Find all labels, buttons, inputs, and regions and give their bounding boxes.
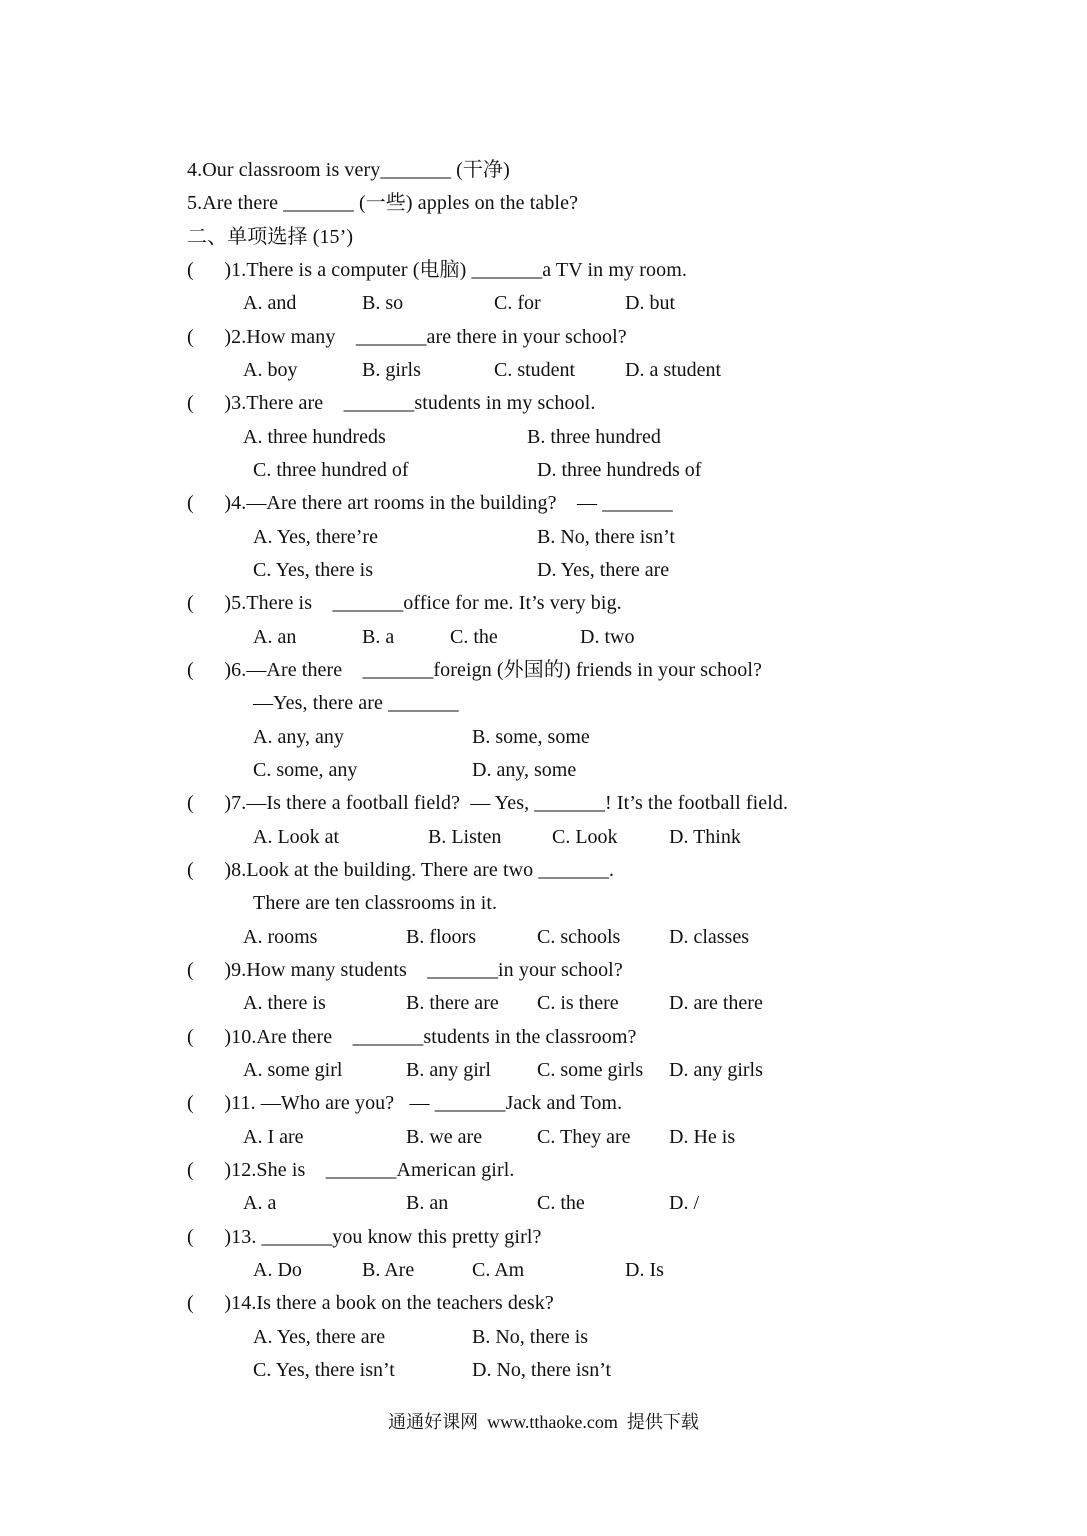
question-11-option-b: B. we are [406,1126,483,1148]
question-12-stem: ( )12.She is _______American girl. [187,1159,515,1181]
question-11-option-a: A. I are [243,1126,304,1148]
section-title: 二、单项选择 (15’) [187,226,354,248]
question-6-stem: ( )6.—Are there _______foreign (外国的) friends in your school? [187,659,762,681]
question-9-option-a: A. there is [243,992,326,1014]
question-2-option-b: B. girls [362,359,421,381]
page-footer: 通通好课网 www.tthaoke.com 提供下载 [388,1412,699,1432]
question-13-option-d: D. Is [625,1259,664,1281]
question-14-stem: ( )14.Is there a book on the teachers desk? [187,1292,554,1314]
question-7-stem: ( )7.—Is there a football field? — Yes, _______! It’s the football field. [187,792,789,814]
question-1-stem: ( )1.There is a computer (电脑) _______a TV in my room. [187,259,687,281]
fill-in-item-5: 5.Are there _______ (一些) apples on the table? [187,192,579,214]
question-13-option-b: B. Are [362,1259,415,1281]
question-1-option-b: B. so [362,292,404,314]
question-6-option-c: C. some, any [253,759,358,781]
question-11-option-d: D. He is [669,1126,736,1148]
question-3-option-b: B. three hundred [527,426,661,448]
question-14-option-b: B. No, there is [472,1326,589,1348]
question-3-option-c: C. three hundred of [253,459,409,481]
question-9-option-d: D. are there [669,992,763,1014]
question-6-stem-line2: —Yes, there are _______ [253,692,459,714]
question-11-stem: ( )11. —Who are you? — _______Jack and Tom. [187,1092,623,1114]
question-12-option-c: C. the [537,1192,585,1214]
question-4-option-a: A. Yes, there’re [253,526,378,548]
question-2-option-c: C. student [494,359,576,381]
question-8-option-b: B. floors [406,926,476,948]
question-1-option-d: D. but [625,292,675,314]
question-9-option-b: B. there are [406,992,499,1014]
question-10-option-d: D. any girls [669,1059,763,1081]
question-7-option-c: C. Look [552,826,618,848]
question-8-stem: ( )8.Look at the building. There are two _______. [187,859,615,881]
question-13-option-a: A. Do [253,1259,302,1281]
question-6-option-b: B. some, some [472,726,590,748]
question-13-option-c: C. Am [472,1259,525,1281]
question-8-option-a: A. rooms [243,926,318,948]
question-9-option-c: C. is there [537,992,619,1014]
question-5-option-b: B. a [362,626,395,648]
question-12-option-a: A. a [243,1192,277,1214]
question-5-option-d: D. two [580,626,635,648]
question-3-option-a: A. three hundreds [243,426,386,448]
question-11-option-c: C. They are [537,1126,631,1148]
question-8-option-d: D. classes [669,926,749,948]
question-5-option-a: A. an [253,626,297,648]
question-14-option-d: D. No, there isn’t [472,1359,612,1381]
question-6-option-d: D. any, some [472,759,577,781]
question-7-option-a: A. Look at [253,826,340,848]
question-8-stem-line2: There are ten classrooms in it. [253,892,498,914]
question-9-stem: ( )9.How many students _______in your school? [187,959,623,981]
question-5-stem: ( )5.There is _______office for me. It’s very big. [187,592,622,614]
question-3-stem: ( )3.There are _______students in my school. [187,392,596,414]
question-4-stem: ( )4.—Are there art rooms in the building? — _______ [187,492,673,514]
question-14-option-a: A. Yes, there are [253,1326,386,1348]
question-1-option-a: A. and [243,292,297,314]
question-6-option-a: A. any, any [253,726,344,748]
question-12-option-d: D. / [669,1192,699,1214]
fill-in-item-4: 4.Our classroom is very_______ (干净) [187,159,510,181]
question-10-option-a: A. some girl [243,1059,343,1081]
question-14-option-c: C. Yes, there isn’t [253,1359,395,1381]
question-10-stem: ( )10.Are there _______students in the classroom? [187,1026,637,1048]
question-3-option-d: D. three hundreds of [537,459,702,481]
question-4-option-c: C. Yes, there is [253,559,374,581]
question-12-option-b: B. an [406,1192,449,1214]
question-7-option-d: D. Think [669,826,741,848]
question-8-option-c: C. schools [537,926,621,948]
question-4-option-b: B. No, there isn’t [537,526,675,548]
question-5-option-c: C. the [450,626,498,648]
question-4-option-d: D. Yes, there are [537,559,670,581]
question-2-option-d: D. a student [625,359,722,381]
question-10-option-c: C. some girls [537,1059,644,1081]
question-10-option-b: B. any girl [406,1059,491,1081]
question-2-stem: ( )2.How many _______are there in your school? [187,326,627,348]
question-7-option-b: B. Listen [428,826,502,848]
question-2-option-a: A. boy [243,359,298,381]
question-13-stem: ( )13. _______you know this pretty girl? [187,1226,542,1248]
question-1-option-c: C. for [494,292,541,314]
